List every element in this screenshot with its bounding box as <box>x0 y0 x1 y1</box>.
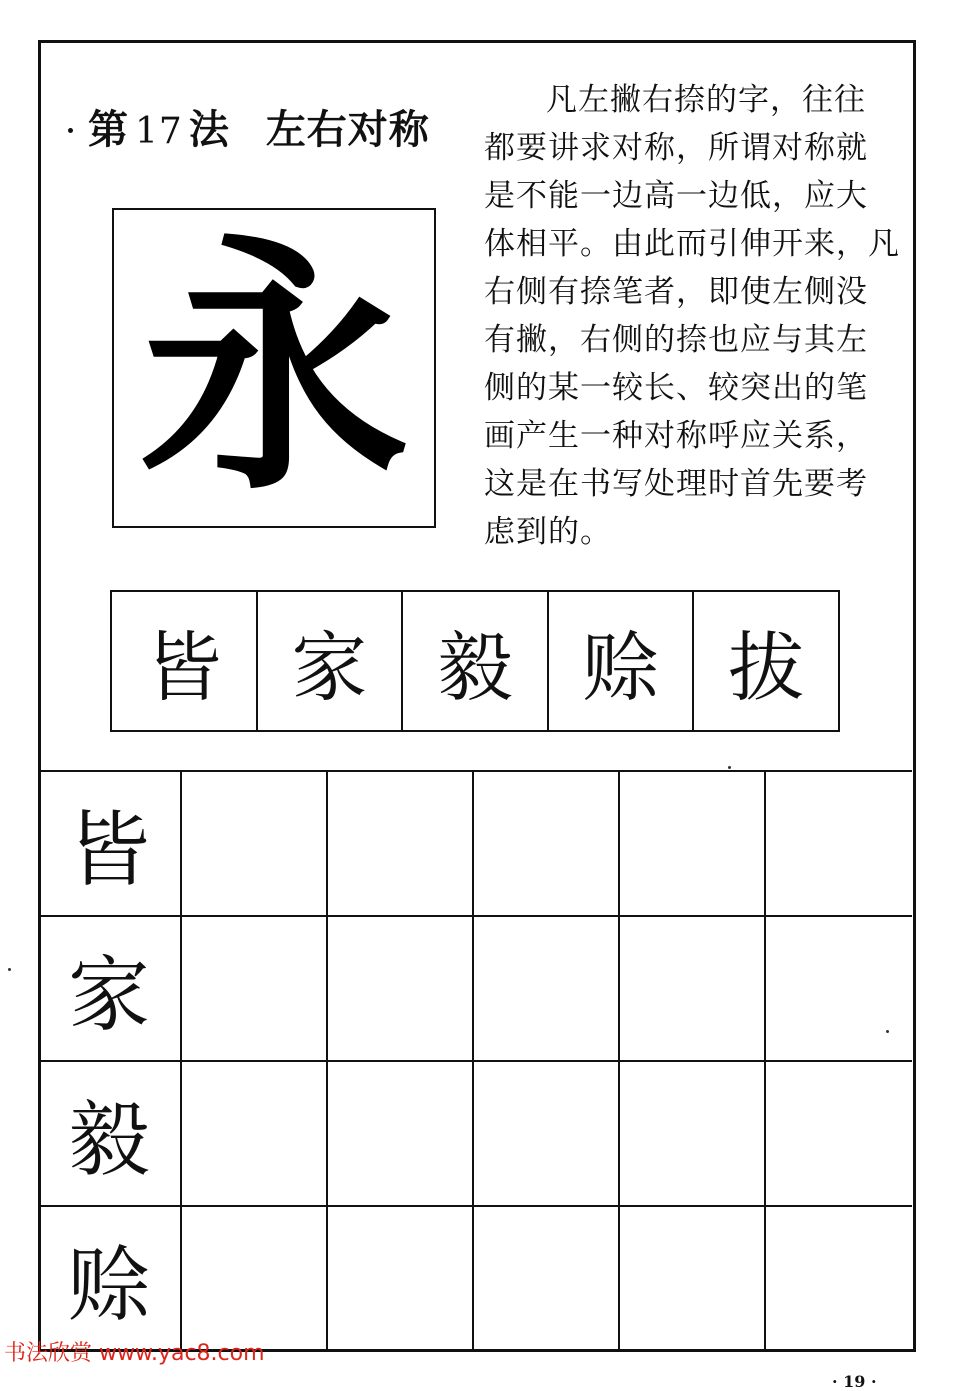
practice-cell[interactable] <box>182 917 328 1062</box>
example-cell <box>112 592 258 730</box>
model-cell <box>38 772 182 917</box>
practice-cell[interactable] <box>328 917 474 1062</box>
practice-cell[interactable] <box>182 1062 328 1207</box>
lesson-prefix: 第 <box>88 107 129 153</box>
explanation-text <box>484 76 900 556</box>
text-line: 侧的某一较长、较突出的笔 <box>484 370 868 406</box>
text-line: 画产生一种对称呼应关系， <box>484 418 868 454</box>
practice-cell[interactable] <box>620 772 766 917</box>
practice-cell[interactable] <box>766 1207 912 1352</box>
practice-cell[interactable] <box>474 772 620 917</box>
text-line: 凡左撇右捺的字，往往 <box>546 82 866 118</box>
example-character: 毅 <box>436 622 513 712</box>
text-line: 这是在书写处理时首先要考 <box>484 466 868 502</box>
scan-speck <box>8 968 11 971</box>
practice-cell[interactable] <box>328 772 474 917</box>
example-character: 家 <box>291 622 368 712</box>
page-number: · 19 · <box>832 1372 877 1391</box>
text-line: 虑到的。 <box>484 514 612 550</box>
practice-cell[interactable] <box>474 1207 620 1352</box>
main-character: 永 <box>139 209 409 527</box>
practice-cell[interactable] <box>620 1207 766 1352</box>
practice-cell[interactable] <box>474 1062 620 1207</box>
model-character: 皆 <box>67 803 150 898</box>
scan-speck <box>886 1030 889 1033</box>
lesson-number: 17 <box>135 111 183 152</box>
scan-speck <box>728 766 731 769</box>
practice-cell[interactable] <box>620 1062 766 1207</box>
text-line: 有撇，右侧的捺也应与其左 <box>484 322 868 358</box>
lesson-title <box>88 98 430 155</box>
practice-cell[interactable] <box>328 1062 474 1207</box>
example-cell <box>403 592 549 730</box>
example-cell <box>258 592 404 730</box>
practice-cell[interactable] <box>328 1207 474 1352</box>
example-character: 皆 <box>145 622 222 712</box>
model-cell <box>38 917 182 1062</box>
example-characters-row <box>110 590 840 732</box>
model-cell <box>38 1062 182 1207</box>
text-line: 是不能一边高一边低，应大 <box>484 178 868 214</box>
practice-cell[interactable] <box>182 1207 328 1352</box>
example-character: 赊 <box>582 622 659 712</box>
example-character: 拔 <box>728 622 805 712</box>
text-line: 右侧有捺笔者，即使左侧没 <box>484 274 868 310</box>
model-character: 毅 <box>67 1093 150 1188</box>
practice-cell[interactable] <box>766 917 912 1062</box>
text-line: 都要讲求对称，所谓对称就 <box>484 130 868 166</box>
text-line: 体相平。由此而引伸开来，凡 <box>484 226 900 262</box>
model-character: 家 <box>67 948 150 1043</box>
model-character: 赊 <box>67 1238 150 1333</box>
main-character-box <box>112 208 436 528</box>
lesson-name: 左右对称 <box>265 107 430 153</box>
practice-cell[interactable] <box>474 917 620 1062</box>
model-cell <box>38 1207 182 1352</box>
site-watermark: 书法欣赏 www.yac8.com <box>4 1341 265 1366</box>
practice-cell[interactable] <box>182 772 328 917</box>
example-cell <box>549 592 695 730</box>
example-cell <box>694 592 838 730</box>
practice-cell[interactable] <box>620 917 766 1062</box>
lesson-suffix: 法 <box>188 107 230 153</box>
practice-grid <box>38 770 912 1352</box>
practice-cell[interactable] <box>766 772 912 917</box>
practice-cell[interactable] <box>766 1062 912 1207</box>
title-bullet-dot <box>68 128 73 133</box>
